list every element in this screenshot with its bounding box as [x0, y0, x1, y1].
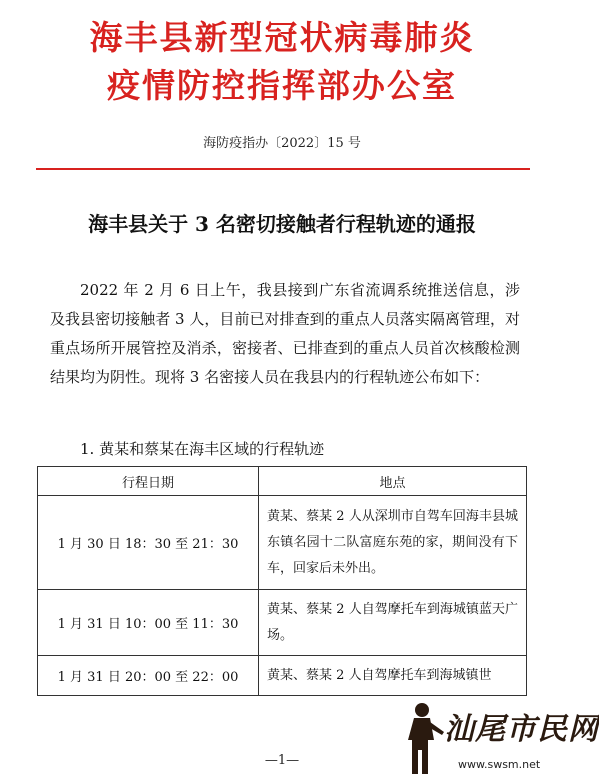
- issuer-title-line-2: 疫情防控指挥部办公室: [107, 66, 457, 105]
- document-number: 海防疫指办〔2022〕15 号: [203, 136, 361, 151]
- row-location: 黄某、蔡某 2 人自驾摩托车到海城镇世: [259, 656, 527, 696]
- column-header-date: 行程日期: [38, 467, 259, 496]
- row-date: 1 月 31 日 20：00 至 22：00: [38, 656, 259, 696]
- row-location: 黄某、蔡某 2 人从深圳市自驾车回海丰县城东镇名园十二队富庭东苑的家，期间没有下车，回家后未外出。: [259, 496, 527, 590]
- intro-paragraph: 2022 年 2 月 6 日上午，我县接到广东省流调系统推送信息，涉及我县密切接触者 3 人，目前已对排查到的重点人员落实隔离管理，对重点场所开展管控及消杀，密接者、已排查到的重点人员首次核酸检测结果均为阴性。现将 3 名密接人员在我县内的行程轨迹公布如下：: [50, 281, 520, 386]
- row-date: 1 月 30 日 18：30 至 21：30: [38, 496, 259, 590]
- table-header-row: [38, 467, 527, 496]
- watermark-url: www.swsm.net: [458, 758, 541, 771]
- column-header-location: 地点: [259, 467, 527, 496]
- row-location: 黄某、蔡某 2 人自驾摩托车到海城镇蓝天广场。: [259, 590, 527, 656]
- watermark: [400, 700, 599, 776]
- notice-title: 海丰县关于 3 名密切接触者行程轨迹的通报: [88, 212, 476, 236]
- issuer-title-line-1: 海丰县新型冠状病毒肺炎: [89, 18, 475, 57]
- table-row: [38, 656, 527, 696]
- notice-body: [50, 276, 520, 392]
- row-date: 1 月 31 日 10：00 至 11：30: [38, 590, 259, 656]
- page-number: —1—: [264, 753, 300, 768]
- person-silhouette-icon: [400, 700, 450, 776]
- table-row: [38, 496, 527, 590]
- table-row: [38, 590, 527, 656]
- itinerary-table: [37, 466, 527, 696]
- watermark-logo-text: 汕尾市民网: [444, 712, 599, 747]
- section-heading: 1. 黄某和蔡某在海丰区域的行程轨迹: [80, 440, 325, 458]
- header-divider: [36, 168, 530, 170]
